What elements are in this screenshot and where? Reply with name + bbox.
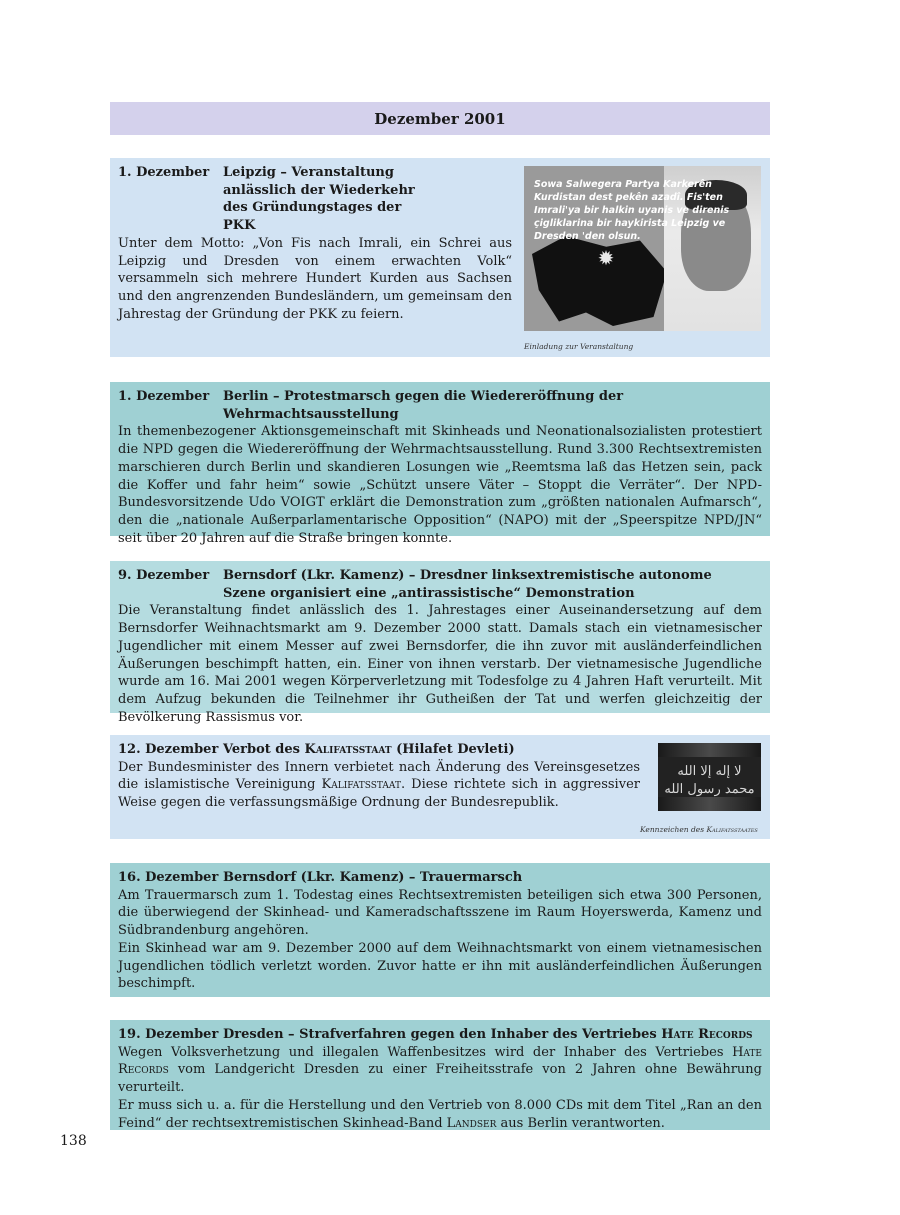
entry-headline: [118, 567, 762, 602]
entry-date: 9. Dezember: [118, 568, 210, 583]
entry-title: Dresden – Strafverfahren gegen den Inhaber des Vertriebes Hate Records: [223, 1027, 753, 1042]
entry-body: Wegen Volksverhetzung und illegalen Waffenbesitzes wird der Inhaber des Vertriebes Hate Records vom Landgericht Dresden zu einer Freiheitsstrafe von 2 Jahren ohne Bewährung verurteilt.: [118, 1044, 762, 1096]
entry-date: 16. Dezember: [118, 870, 219, 885]
entry-body: Am Trauermarsch zum 1. Todestag eines Rechtsextremisten beteiligen sich etwa 300 Personen, die überwiegend der Skinhead- und Kameradschaftsszene im Raum Hoyerswerda, Kamenz und Südbrandenburg angehören.: [118, 887, 762, 939]
entry-date: 19. Dezember: [118, 1027, 219, 1042]
entry-bernsdorf-trauermarsch: [110, 863, 770, 997]
month-header: [110, 102, 770, 135]
entry-headline: [118, 1026, 762, 1044]
image-caption: Einladung zur Veranstaltung: [524, 342, 634, 351]
entry-body: Unter dem Motto: „Von Fis nach Imrali, ein Schrei aus Leipzig und Dresden von einem erwachten Volk“ versammeln sich mehrere Hundert Kurden aus Sachsen und den angrenzenden Bundesländern, um gemeinsam den Jahrestag der Gründung der PKK zu feiern.: [118, 235, 512, 322]
entry-headline: [118, 388, 762, 423]
entry-title: Verbot des Kalifatsstaat (Hilafet Devleti): [223, 742, 515, 757]
month-title: Dezember 2001: [374, 109, 506, 128]
entry-title: Berlin – Protestmarsch gegen die Wiedereröffnung der Wehrmachtsausstellung: [223, 389, 624, 422]
image-caption: Kennzeichen des Kalifatsstaates: [640, 825, 758, 834]
page-number: 138: [60, 1133, 87, 1149]
entry-body: Die Veranstaltung findet anlässlich des 1. Jahrestages einer Auseinandersetzung auf dem Bernsdorfer Weihnachtsmarkt am 9. Dezember 2000 statt. Damals stach ein vietnamesischer Jugendlicher mit einem Messer auf zwei Bernsdorfer, die ihn zuvor mit ausländerfeindlichen Äußerungen beschimpft hatten, ein. Einer von ihnen verstarb. Der vietnamesische Jugendliche wurde am 16. Mai 2001 wegen Körperverletzung mit Todesfolge zu 4 Jahren Haft verurteilt. Mit dem Aufzug bekunden die Teilnehmer ihr Gutheißen der Tat und werfen gleichzeitig der Bevölkerung Rassismus vor.: [118, 603, 762, 725]
entry-date: 12. Dezember: [118, 742, 219, 757]
entry-leipzig-pkk: [110, 158, 770, 357]
entry-kalifatsstaat-ban: [110, 735, 770, 839]
entry-body-continued: Ein Skinhead war am 9. Dezember 2000 auf dem Weihnachtsmarkt von einem vietnamesischen Jugendlichen tödlich verletzt worden. Zuvor hatte er ihn mit ausländerfeindlichen Äußerungen beschimpft.: [118, 940, 762, 992]
entry-date: 1. Dezember: [118, 389, 210, 404]
flag-calligraphy: لا إله إلا الله محمد رسول الله: [664, 764, 755, 797]
entry-body-continued: Er muss sich u. a. für die Herstellung und den Vertrieb von 8.000 CDs mit dem Titel „Ran an den Feind“ der rechtsextremistischen Skinhead-Band Landser aus Berlin verantworten.: [118, 1097, 762, 1131]
pkk-invitation-image: [524, 166, 761, 331]
entry-body: Der Bundesminister des Innern verbietet nach Änderung des Vereinsgesetzes die islamistische Vereinigung Kalifatsstaat. Diese richtete sich in aggressiver Weise gegen die verfassungsmäßige Ordnung der Bundesrepublik.: [118, 759, 640, 811]
entry-headline: [118, 164, 518, 235]
entry-date: 1. Dezember: [118, 165, 210, 180]
entry-title: Leipzig – Veranstaltung anlässlich der Wiederkehr des Gründungstages der PKK: [223, 165, 415, 234]
kalifatsstaat-flag-image: [658, 743, 761, 811]
entry-title: Bernsdorf (Lkr. Kamenz) – Dresdner linksextremistische autonome Szene organisiert eine „antirassistische“ Demonstration: [223, 568, 712, 601]
entry-bernsdorf-demo: [110, 561, 770, 725]
entry-hate-records: [110, 1020, 770, 1130]
star-icon: ✹: [597, 246, 615, 270]
image-slogan: Sowa Salwegera Partya Karkerên Kurdistan dest pekên azadî. Fis'ten Imrali'ya bir halkin uyanis ve direnis çigliklarina bir haykirista Leipzig ve Dresden 'den olsun.: [534, 179, 730, 242]
entry-title: Bernsdorf (Lkr. Kamenz) – Trauermarsch: [223, 870, 523, 885]
entry-berlin-protest: [110, 382, 770, 546]
entry-body: In themenbezogener Aktionsgemeinschaft mit Skinheads und Neonationalsozialisten protestiert die NPD gegen die Wiedereröffnung der Wehrmachtsausstellung. Rund 3.300 Rechtsextremisten marschieren durch Berlin und skandieren Losungen wie „Reemtsma laß das Hetzen sein, pack die Koffer und fahr heim“ sowie „Schützt unsere Väter – Stoppt die Verräter“. Der NPD-Bundesvorsitzende Udo VOIGT erklärt die Demonstration zum „größten nationalen Aufmarsch“, den die „nationale Außerparlamentarische Opposition“ (NAPO) mit der „Speerspitze NPD/JN“ seit über 20 Jahren auf die Straße bringen konnte.: [118, 424, 762, 546]
entry-headline: [118, 869, 762, 887]
